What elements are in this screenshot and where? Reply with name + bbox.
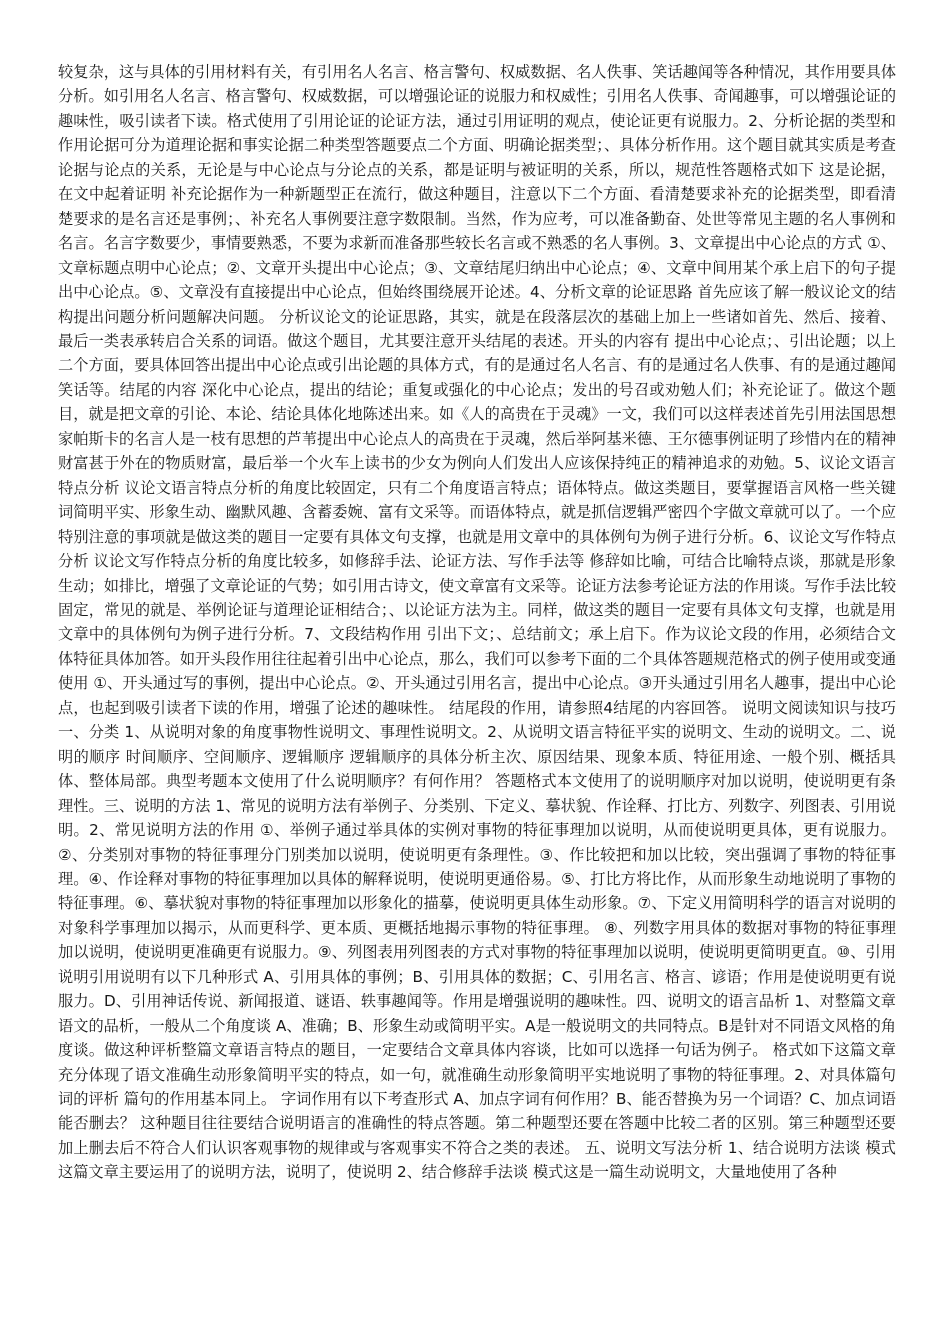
document-page	[58, 60, 896, 1330]
document-body-text: 较复杂，这与具体的引用材料有关，有引用名人名言、格言警句、权威数据、名人佚事、笑话趣闻等各种情况，其作用要具体分析。如引用名人名言、格言警句、权威数据，可以增强论证的说服力和权威性；引用名人佚事、奇闻趣事，可以增强论证的趣味性，吸引读者下读。格式使用了引用论证的论证方法，通过引用证明的观点，使论证更有说服力。2、分析论据的类型和作用论据可分为道理论据和事实论据二种类型答题要点二个方面、明确论据类型；、具体分析作用。这个题目就其实质是考查论据与论点的关系，无论是与中心论点与分论点的关系，都是证明与被证明的关系，所以，规范性答题格式如下 这是论据，在文中起着证明 补充论据作为一种新题型正在流行，做这种题目，注意以下二个方面、看清楚要求补充的论据类型，即看清楚要求的是名言还是事例；、补充名人事例要注意字数限制。当然，作为应考，可以准备勤奋、处世等常见主题的名人事例和名言。名言字数要少，事情要熟悉，不要为求新而准备那些较长名言或不熟悉的名人事例。3、文章提出中心论点的方式 ①、文章标题点明中心论点；②、文章开头提出中心论点；③、文章结尾归纳出中心论点；④、文章中间用某个承上启下的句子提出中心论点。⑤、文章没有直接提出中心论点，但始终围绕展开论述。4、分析文章的论证思路 首先应该了解一般议论文的结构提出问题分析问题解决问题。 分析议论文的论证思路，其实，就是在段落层次的基础上加上一些诸如首先、然后、接着、最后一类表承转启合关系的词语。做这个题目，尤其要注意开头结尾的表述。开头的内容有 提出中心论点；、引出论题；以上二个方面，要具体回答出提出中心论点或引出论题的具体方式，有的是通过名人名言、有的是通过名人佚事、有的是通过趣闻笑话等。结尾的内容 深化中心论点，提出的结论；重复或强化的中心论点；发出的号召或劝勉人们；补充论证了。做这个题目，就是把文章的引论、本论、结论具体化地陈述出来。如《人的高贵在于灵魂》一文，我们可以这样表述首先引用法国思想家帕斯卡的名言人是一枝有思想的芦苇提出中心论点人的高贵在于灵魂，然后举阿基米德、王尔德事例证明了珍惜内在的精神财富甚于外在的物质财富，最后举一个火车上读书的少女为例向人们发出人应该保持纯正的精神追求的劝勉。5、议论文语言特点分析 议论文语言特点分析的角度比较固定，只有二个角度语言特点；语体特点。做这类题目，要掌握语言风格一些关键词简明平实、形象生动、幽默风趣、含蓄委婉、富有文采等。而语体特点，就是抓信逻辑严密四个字做文章就可以了。一个应特别注意的事项就是做这类的题目一定要有具体文句支撑，也就是用文章中的具体例句为例子进行分析。6、议论文写作特点分析 议论文写作特点分析的角度比较多，如修辞手法、论证方法、写作手法等 修辞如比喻，可结合比喻特点谈，那就是形象生动；如排比，增强了文章论证的气势；如引用古诗文，使文章富有文采等。论证方法参考论证方法的作用谈。写作手法比较固定，常见的就是、举例论证与道理论证相结合；、以论证方法为主。同样，做这类的题目一定要有具体文句支撑，也就是用文章中的具体例句为例子进行分析。7、文段结构作用 引出下文；、总结前文；承上启下。作为议论文段的作用，必须结合文体特征具体加答。如开头段作用往往起着引出中心论点，那么，我们可以参考下面的二个具体答题规范格式的例子使用或变通使用 ①、开头通过写的事例，提出中心论点。②、开头通过引用名言，提出中心论点。③开头通过引用名人趣事，提出中心论点，也起到吸引读者下读的作用，增强了论述的趣味性。 结尾段的作用，请参照4结尾的内容回答。 说明文阅读知识与技巧 一、分类 1、从说明对象的角度事物性说明文、事理性说明文。2、从说明文语言特征平实的说明文、生动的说明文。二、说明的顺序 时间顺序、空间顺序、逻辑顺序 逻辑顺序的具体分析主次、原因结果、现象本质、特征用途、一般个别、概括具体、整体局部。典型考题本文使用了什么说明顺序？有何作用？ 答题格式本文使用了的说明顺序对加以说明，使说明更有条理性。三、说明的方法 1、常见的说明方法有举例子、分类别、下定义、摹状貌、作诠释、打比方、列数字、列图表、引用说明。2、常见说明方法的作用 ①、举例子通过举具体的实例对事物的特征事理加以说明，从而使说明更具体，更有说服力。②、分类别对事物的特征事理分门别类加以说明，使说明更有条理性。③、作比较把和加以比较，突出强调了事物的特征事理。④、作诠释对事物的特征事理加以具体的解释说明，使说明更通俗易。⑤、打比方将比作，从而形象生动地说明了事物的特征事理。⑥、摹状貌对事物的特征事理加以形象化的描摹，使说明更具体生动形象。⑦、下定义用简明科学的语言对说明的对象科学事理加以揭示，从而更科学、更本质、更概括地揭示事物的特征事理。 ⑧、列数字用具体的数据对事物的特征事理加以说明，使说明更准确更有说服力。⑨、列图表用列图表的方式对事物的特征事理加以说明，使说明更简明更直。⑩、引用说明引用说明有以下几种形式 A、引用具体的事例；B、引用具体的数据；C、引用名言、格言、谚语；作用是使说明更有说服力。D、引用神话传说、新闻报道、谜语、轶事趣闻等。作用是增强说明的趣味性。四、说明文的语言品析 1、对整篇文章语文的品析，一般从二个角度谈 A、准确；B、形象生动或简明平实。A是一般说明文的共同特点。B是针对不同语文风格的角度谈。做这种评析整篇文章语言特点的题目，一定要结合文章具体内容谈，比如可以选择一句话为例子。 格式如下这篇文章充分体现了语文准确生动形象简明平实的特点，如一句，就准确生动形象简明平实地说明了事物的特征事理。2、对具体篇句词的评析 篇句的作用基本同上。 字词作用有以下考查形式 A、加点字词有何作用？B、能否替换为另一个词语？C、加点词语能否删去？ 这种题目往往要结合说明语言的准确性的特点答题。第二种题型还要在答题中比较二者的区别。第三种题型还要加上删去后不符合人们认识客观事物的规律或与客观事实不符合之类的表述。 五、说明文写法分析 1、结合说明方法谈 模式这篇文章主要运用了的说明方法，说明了，使说明 2、结合修辞手法谈 模式这是一篇生动说明文，大量地使用了各种	[58, 63, 896, 1182]
